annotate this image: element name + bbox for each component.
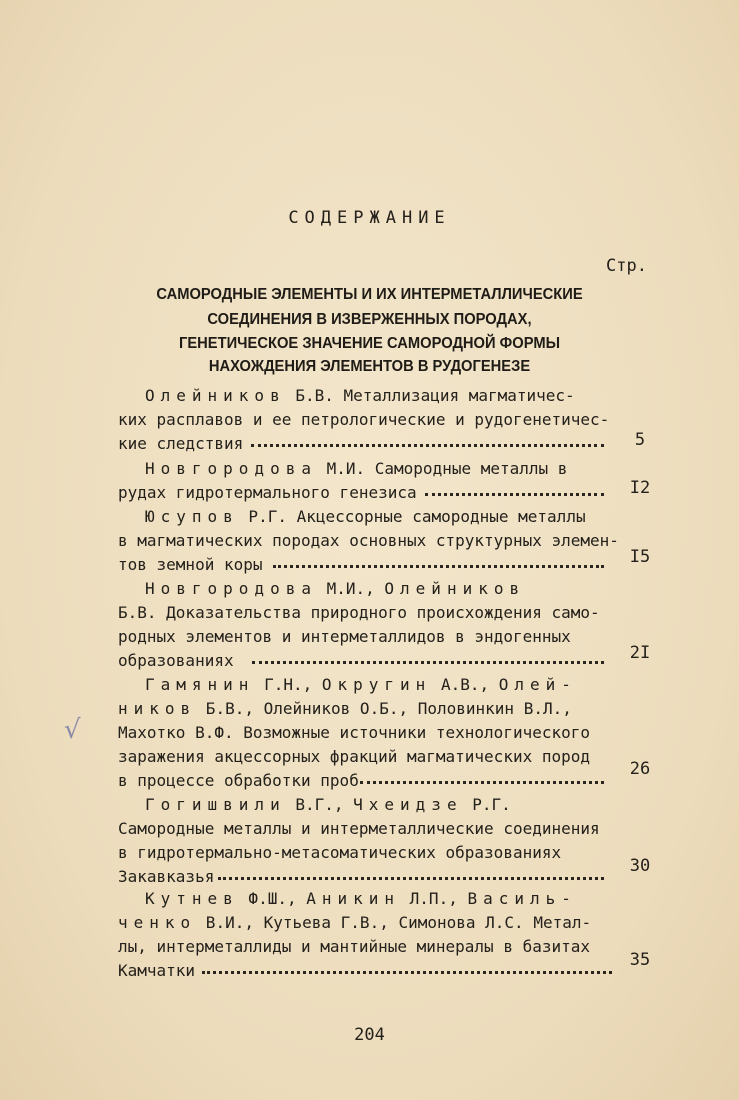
toc-entry-line: Махотко В.Ф. Возможные источники технологического	[118, 723, 591, 742]
dot-leader	[252, 661, 604, 664]
author-spaced: Олейников	[145, 386, 286, 405]
toc-entry-line: Камчатки	[118, 961, 196, 980]
entry-text: В.И., Кутьева Г.В., Симонова Л.С. Метал-	[196, 913, 592, 932]
toc-entry-line: Самородные металлы и интерметаллические соединения	[118, 819, 600, 838]
toc-entry-line	[145, 507, 586, 526]
toc-entry-line: тов земной коры	[118, 555, 263, 574]
section-title-line: НАХОЖДЕНИЯ ЭЛЕМЕНТОВ В РУДОГЕНЕЗЕ	[208, 358, 531, 375]
toc-entry-line: в магматических породах основных структурных элемен-	[118, 531, 619, 550]
page-ref: I5	[629, 547, 651, 567]
contents-heading: СОДЕРЖАНИЕ	[288, 208, 451, 228]
entry-text: В.Г.,	[285, 795, 354, 814]
dot-leader	[251, 444, 604, 447]
entry-text: Ф.Ш.,	[238, 889, 307, 908]
page-ref: 26	[629, 759, 651, 779]
section-title-line: САМОРОДНЫЕ ЭЛЕМЕНТЫ И ИХ ИНТЕРМЕТАЛЛИЧЕСКИЕ	[156, 286, 583, 303]
entry-text: Р.Г. Акцессорные самородные металлы	[238, 507, 586, 526]
entry-text: Р.Г.	[462, 795, 511, 814]
author-spaced: Юсупов	[145, 507, 239, 526]
author-spaced: ников	[118, 699, 197, 718]
entry-text: Б.В. Металлизация магматичес-	[285, 386, 575, 405]
page-column-label: Стр.	[606, 256, 647, 276]
toc-entry-line: в процессе обработки проб	[118, 771, 359, 790]
dot-leader	[218, 877, 604, 880]
page-ref: I2	[629, 478, 651, 498]
section-title-line: СОЕДИНЕНИЯ В ИЗВЕРЖЕННЫХ ПОРОДАХ,	[207, 311, 532, 328]
entry-text: Г.Н.,	[254, 675, 322, 694]
toc-entry-line: заражения акцессорных фракций магматических пород	[118, 747, 591, 766]
entry-text: М.И. Самородные металлы в	[316, 459, 568, 478]
page-number: 204	[354, 1025, 385, 1045]
dot-leader	[273, 565, 604, 568]
section-title-line: ГЕНЕТИЧЕСКОЕ ЗНАЧЕНИЕ САМОРОДНОЙ ФОРМЫ	[179, 335, 560, 352]
margin-checkmark: √	[64, 715, 81, 745]
page-ref: 35	[629, 950, 651, 970]
toc-entry-line: Закавказья	[118, 867, 215, 886]
toc-entry-line	[118, 913, 591, 932]
toc-entry-line	[118, 699, 572, 718]
toc-entry-line: родных элементов и интерметаллидов в эндогенных	[118, 627, 571, 646]
author-spaced: Кутнев	[145, 889, 239, 908]
toc-entry-line: рудах гидротермального генезиса	[118, 483, 417, 502]
toc-entry-line: ких расплавов и ее петрологические и рудогенетичес-	[118, 410, 610, 429]
toc-entry-line: Б.В. Доказательства природного происхождения само-	[118, 603, 600, 622]
author-spaced: ченко	[118, 913, 197, 932]
dot-leader	[425, 493, 604, 496]
author-spaced: Округин	[321, 675, 432, 694]
entry-text: А.В.,	[431, 675, 499, 694]
entry-text: Б.В., Олейников О.Б., Половинкин В.Л.,	[196, 699, 572, 718]
toc-entry-line: лы, интерметаллиды и мантийные минералы в базитах	[118, 937, 591, 956]
toc-entry-line	[145, 459, 567, 478]
toc-entry-line: образованиях	[118, 651, 234, 670]
toc-entry-line: в гидротермально-метасоматических образованиях	[118, 843, 562, 862]
toc-entry-line	[145, 386, 575, 405]
toc-entry-line	[145, 675, 577, 694]
toc-entry-line	[145, 889, 577, 908]
page-ref: 2I	[629, 643, 651, 663]
entry-text: М.И.,	[316, 579, 385, 598]
entry-text: Л.П.,	[400, 889, 468, 908]
dot-leader	[360, 781, 604, 784]
author-spaced: Гамянин	[145, 675, 255, 694]
author-spaced: Гогишвили	[145, 795, 286, 814]
author-spaced: Новгородова	[145, 459, 317, 478]
author-spaced: Аникин	[306, 889, 401, 908]
author-spaced: Василь-	[467, 889, 577, 908]
toc-entry-line	[145, 795, 511, 814]
author-spaced: Новгородова	[145, 579, 317, 598]
author-spaced: Олейников	[384, 579, 526, 598]
dot-leader	[202, 971, 612, 974]
page-ref: 5	[634, 430, 646, 450]
toc-entry-line	[145, 579, 525, 598]
toc-entry-line: кие следствия	[118, 434, 244, 453]
page-ref: 30	[629, 856, 651, 876]
author-spaced: Чхеидзе	[353, 795, 463, 814]
author-spaced: Олей-	[498, 675, 577, 694]
